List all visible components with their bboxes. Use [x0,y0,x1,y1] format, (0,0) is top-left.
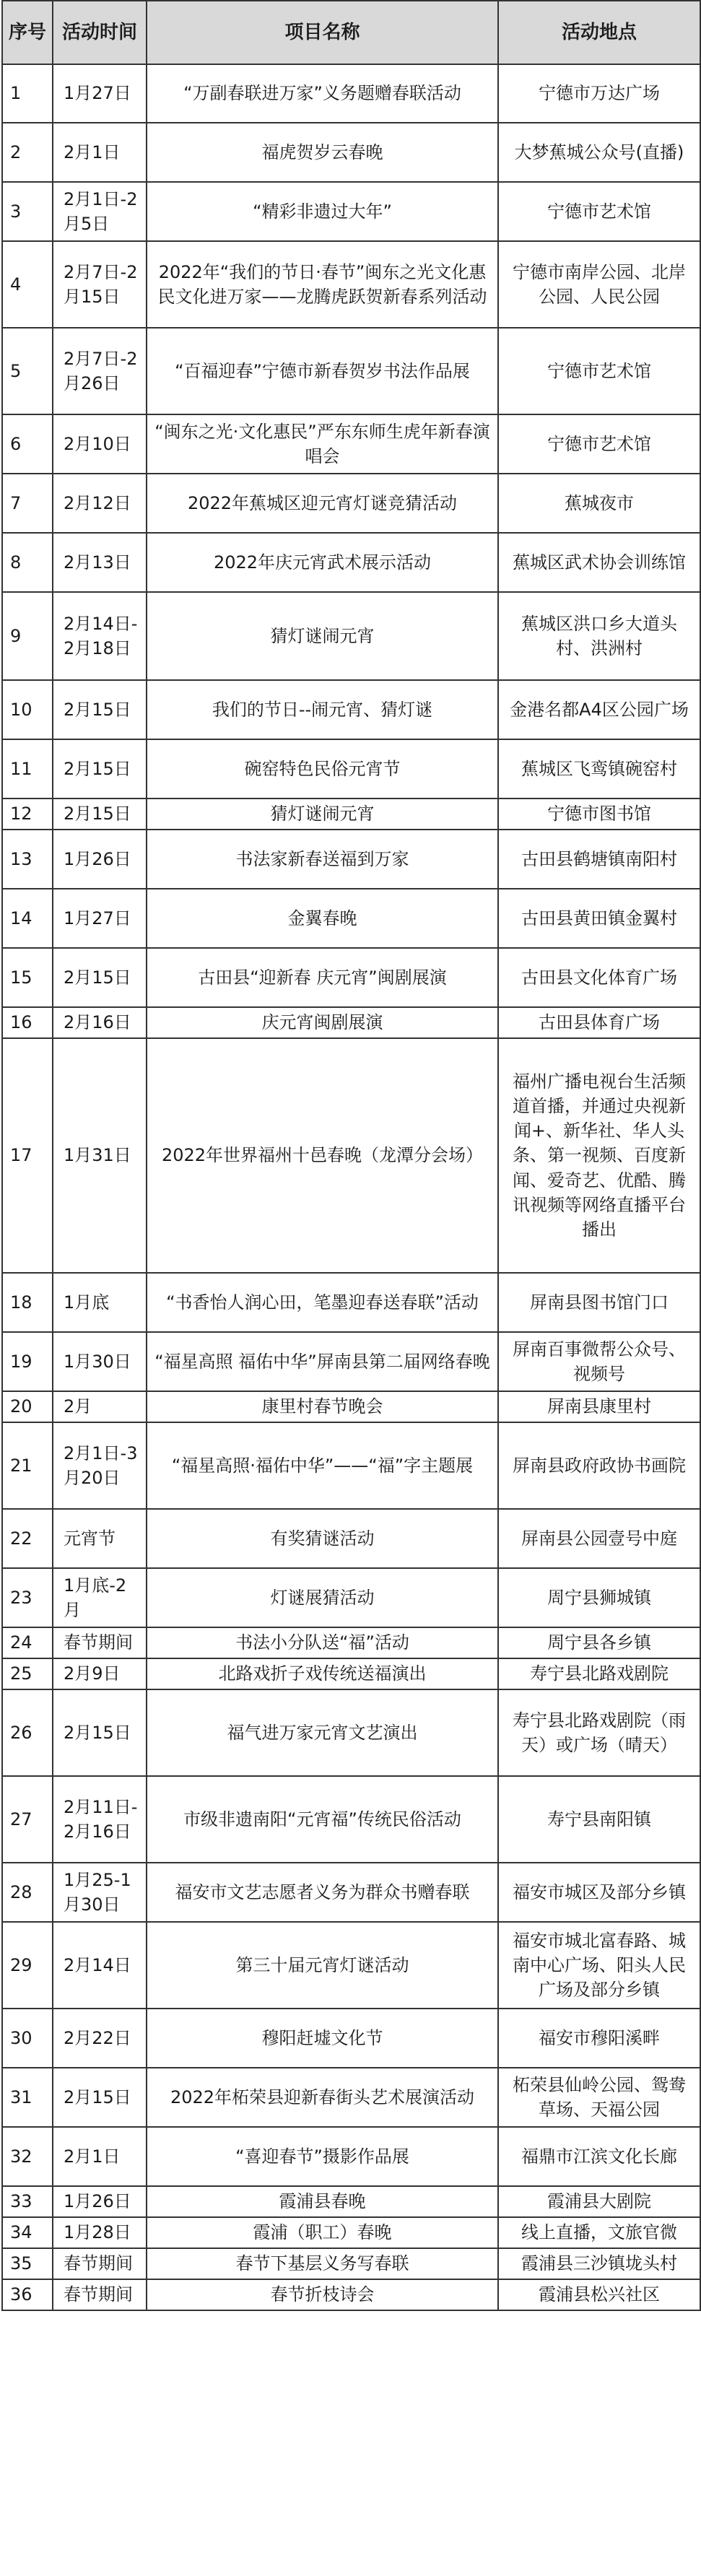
cell-no: 9 [2,592,53,680]
cell-date: 2月15日 [53,680,147,739]
cell-no: 30 [2,2009,53,2068]
table-row [2,1038,700,1273]
cell-date: 2月7日-2月26日 [53,328,147,414]
table-row [2,799,700,830]
cell-place: 宁德市万达广场 [498,64,700,123]
cell-date: 2月 [53,1391,147,1422]
table-body [2,64,700,2310]
table-row [2,1568,700,1627]
table-row [2,64,700,123]
cell-name: “喜迎春节”摄影作品展 [147,2127,498,2186]
table-row [2,474,700,533]
table-row [2,2217,700,2248]
table-row [2,1776,700,1863]
cell-date: 1月28日 [53,2217,147,2248]
cell-no: 8 [2,533,53,592]
cell-place: 古田县鹤塘镇南阳村 [498,830,700,889]
cell-place: 大梦蕉城公众号(直播) [498,123,700,182]
cell-name: 市级非遗南阳“元宵福”传统民俗活动 [147,1776,498,1863]
cell-no: 14 [2,889,53,948]
cell-name: “精彩非遗过大年” [147,182,498,241]
cell-date: 2月16日 [53,1007,147,1038]
table-row [2,1922,700,2009]
cell-place: 宁德市艺术馆 [498,182,700,241]
table-row [2,2279,700,2310]
table-row [2,1627,700,1658]
table-row [2,2248,700,2279]
cell-name: 书法小分队送“福”活动 [147,1627,498,1658]
cell-name: 2022年世界福州十邑春晚（龙潭分会场） [147,1038,498,1273]
table-row [2,739,700,799]
cell-name: “福星高照 福佑中华”屏南县第二届网络春晚 [147,1332,498,1391]
cell-date: 1月26日 [53,2186,147,2217]
header-row [2,1,700,64]
cell-name: “百福迎春”宁德市新春贺岁书法作品展 [147,328,498,414]
cell-name: 春节折枝诗会 [147,2279,498,2310]
cell-place: 福安市城北富春路、城南中心广场、阳头人民广场及部分乡镇 [498,1922,700,2009]
cell-no: 36 [2,2279,53,2310]
cell-place: 屏南百事微帮公众号、视频号 [498,1332,700,1391]
table-row [2,1863,700,1922]
cell-date: 2月1日-3月20日 [53,1422,147,1509]
cell-name: 春节下基层义务写春联 [147,2248,498,2279]
table-row [2,241,700,328]
cell-date: 2月15日 [53,799,147,830]
cell-place: 柘荣县仙岭公园、鸳鸯草场、天福公园 [498,2068,700,2127]
cell-no: 25 [2,1658,53,1689]
cell-place: 福安市穆阳溪畔 [498,2009,700,2068]
table-row [2,592,700,680]
cell-date: 春节期间 [53,1627,147,1658]
table-row [2,2186,700,2217]
cell-no: 13 [2,830,53,889]
cell-no: 7 [2,474,53,533]
header-cell-no: 序号 [2,1,53,64]
cell-date: 2月7日-2月15日 [53,241,147,328]
table-row [2,1689,700,1776]
cell-place: 寿宁县北路戏剧院 [498,1658,700,1689]
cell-date: 春节期间 [53,2248,147,2279]
cell-date: 1月30日 [53,1332,147,1391]
cell-date: 1月27日 [53,889,147,948]
cell-place: 宁德市艺术馆 [498,328,700,414]
cell-name: 灯谜展猜活动 [147,1568,498,1627]
cell-place: 蕉城夜市 [498,474,700,533]
table-row [2,1332,700,1391]
cell-no: 20 [2,1391,53,1422]
cell-date: 2月11日-2月16日 [53,1776,147,1863]
cell-place: 周宁县各乡镇 [498,1627,700,1658]
cell-no: 31 [2,2068,53,2127]
table-row [2,889,700,948]
cell-name: 福气进万家元宵文艺演出 [147,1689,498,1776]
cell-place: 古田县文化体育广场 [498,948,700,1007]
cell-date: 2月14日 [53,1922,147,2009]
cell-no: 23 [2,1568,53,1627]
cell-date: 2月13日 [53,533,147,592]
cell-name: 霞浦县春晚 [147,2186,498,2217]
cell-no: 21 [2,1422,53,1509]
cell-date: 2月9日 [53,1658,147,1689]
cell-name: 第三十届元宵灯谜活动 [147,1922,498,2009]
cell-date: 2月15日 [53,2068,147,2127]
cell-no: 34 [2,2217,53,2248]
table-row [2,533,700,592]
cell-no: 26 [2,1689,53,1776]
cell-no: 6 [2,414,53,474]
table-row [2,1273,700,1332]
table-row [2,1391,700,1422]
cell-place: 宁德市南岸公园、北岸公园、人民公园 [498,241,700,328]
cell-name: 霞浦（职工）春晚 [147,2217,498,2248]
cell-place: 霞浦县大剧院 [498,2186,700,2217]
cell-name: 庆元宵闽剧展演 [147,1007,498,1038]
cell-place: 古田县体育广场 [498,1007,700,1038]
table-row [2,414,700,474]
cell-name: 金翼春晚 [147,889,498,948]
cell-date: 2月15日 [53,1689,147,1776]
cell-date: 2月1日-2月5日 [53,182,147,241]
cell-date: 2月1日 [53,123,147,182]
cell-name: 福安市文艺志愿者义务为群众书赠春联 [147,1863,498,1922]
cell-name: 康里村春节晚会 [147,1391,498,1422]
cell-place: 屏南县图书馆门口 [498,1273,700,1332]
activity-table [1,0,701,2311]
cell-date: 1月底-2月 [53,1568,147,1627]
cell-no: 15 [2,948,53,1007]
table-row [2,2068,700,2127]
cell-date: 1月底 [53,1273,147,1332]
cell-place: 霞浦县松兴社区 [498,2279,700,2310]
cell-date: 2月14日-2月18日 [53,592,147,680]
cell-name: 碗窑特色民俗元宵节 [147,739,498,799]
cell-date: 1月26日 [53,830,147,889]
cell-no: 33 [2,2186,53,2217]
cell-name: 2022年蕉城区迎元宵灯谜竞猜活动 [147,474,498,533]
cell-place: 宁德市图书馆 [498,799,700,830]
cell-place: 古田县黄田镇金翼村 [498,889,700,948]
cell-date: 1月27日 [53,64,147,123]
cell-no: 3 [2,182,53,241]
table-row [2,2009,700,2068]
cell-name: 古田县“迎新春 庆元宵”闽剧展演 [147,948,498,1007]
table-row [2,123,700,182]
cell-name: 我们的节日--闹元宵、猜灯谜 [147,680,498,739]
cell-no: 4 [2,241,53,328]
cell-no: 22 [2,1509,53,1568]
cell-place: 寿宁县北路戏剧院（雨天）或广场（晴天） [498,1689,700,1776]
table-row [2,1422,700,1509]
table-row [2,182,700,241]
cell-date: 春节期间 [53,2279,147,2310]
cell-place: 蕉城区武术协会训练馆 [498,533,700,592]
table-row [2,830,700,889]
cell-place: 周宁县狮城镇 [498,1568,700,1627]
cell-no: 16 [2,1007,53,1038]
cell-no: 2 [2,123,53,182]
cell-name: “万副春联进万家”义务题赠春联活动 [147,64,498,123]
cell-date: 2月15日 [53,948,147,1007]
header-cell-name: 项目名称 [147,1,498,64]
cell-place: 金港名都A4区公园广场 [498,680,700,739]
cell-no: 32 [2,2127,53,2186]
cell-place: 屏南县康里村 [498,1391,700,1422]
cell-date: 2月15日 [53,739,147,799]
cell-no: 5 [2,328,53,414]
table-row [2,1007,700,1038]
cell-name: 2022年庆元宵武术展示活动 [147,533,498,592]
cell-name: 福虎贺岁云春晚 [147,123,498,182]
cell-no: 10 [2,680,53,739]
header-cell-place: 活动地点 [498,1,700,64]
cell-name: 北路戏折子戏传统送福演出 [147,1658,498,1689]
cell-date: 2月22日 [53,2009,147,2068]
table-row [2,948,700,1007]
cell-place: 线上直播，文旅官微 [498,2217,700,2248]
cell-date: 1月25-1月30日 [53,1863,147,1922]
cell-name: 2022年“我们的节日·春节”闽东之光文化惠民文化进万家——龙腾虎跃贺新春系列活动 [147,241,498,328]
cell-place: 霞浦县三沙镇垅头村 [498,2248,700,2279]
cell-no: 12 [2,799,53,830]
cell-no: 35 [2,2248,53,2279]
cell-place: 屏南县公园壹号中庭 [498,1509,700,1568]
cell-place: 蕉城区飞鸾镇碗窑村 [498,739,700,799]
cell-no: 18 [2,1273,53,1332]
cell-date: 2月12日 [53,474,147,533]
cell-place: 福鼎市江滨文化长廊 [498,2127,700,2186]
cell-no: 19 [2,1332,53,1391]
cell-place: 福州广播电视台生活频道首播，并通过央视新闻+、新华社、华人头条、第一视频、百度新闻、爱奇艺、优酷、腾讯视频等网络直播平台播出 [498,1038,700,1273]
cell-name: 2022年柘荣县迎新春街头艺术展演活动 [147,2068,498,2127]
table-row [2,680,700,739]
cell-no: 17 [2,1038,53,1273]
cell-no: 27 [2,1776,53,1863]
header-cell-date: 活动时间 [53,1,147,64]
cell-name: 书法家新春送福到万家 [147,830,498,889]
cell-place: 屏南县政府政协书画院 [498,1422,700,1509]
cell-date: 2月10日 [53,414,147,474]
cell-name: 猜灯谜闹元宵 [147,592,498,680]
cell-no: 1 [2,64,53,123]
cell-place: 福安市城区及部分乡镇 [498,1863,700,1922]
cell-name: “书香怡人润心田，笔墨迎春送春联”活动 [147,1273,498,1332]
cell-name: 猜灯谜闹元宵 [147,799,498,830]
cell-name: 有奖猜谜活动 [147,1509,498,1568]
cell-no: 24 [2,1627,53,1658]
table-row [2,2127,700,2186]
cell-no: 28 [2,1863,53,1922]
cell-place: 宁德市艺术馆 [498,414,700,474]
cell-name: “闽东之光·文化惠民”严东东师生虎年新春演唱会 [147,414,498,474]
cell-name: “福星高照·福佑中华”——“福”字主题展 [147,1422,498,1509]
cell-date: 1月31日 [53,1038,147,1273]
cell-no: 11 [2,739,53,799]
cell-place: 寿宁县南阳镇 [498,1776,700,1863]
cell-place: 蕉城区洪口乡大道头村、洪洲村 [498,592,700,680]
cell-date: 元宵节 [53,1509,147,1568]
cell-date: 2月1日 [53,2127,147,2186]
table-row [2,1509,700,1568]
cell-no: 29 [2,1922,53,2009]
table-row [2,328,700,414]
table-row [2,1658,700,1689]
cell-name: 穆阳赶墟文化节 [147,2009,498,2068]
